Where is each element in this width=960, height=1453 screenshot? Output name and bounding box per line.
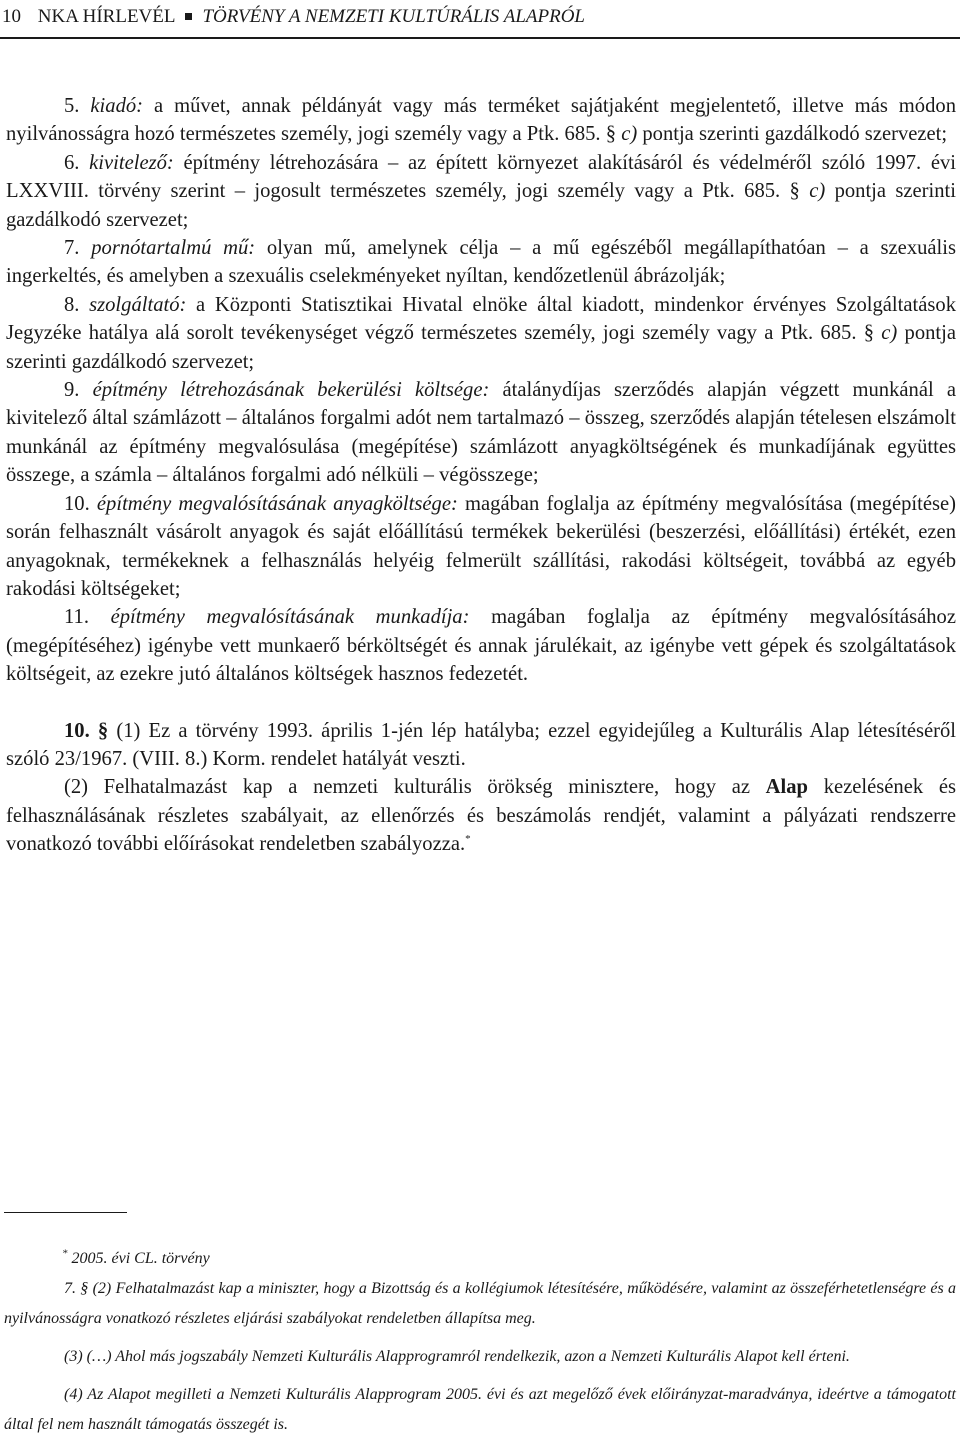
page-number: 10 xyxy=(2,6,21,27)
definition-item: 7. pornótartalmú mű: olyan mű, amelynek célja – a mű egészéből megállapíthatóan – a szexuális ingerkeltés, és amelyben a szexuális cselekményeket nyíltan, kendőzetlenül ábrázolják; xyxy=(6,237,957,288)
document-body xyxy=(6,92,956,859)
section-paragraph-2: (2) Felhatalmazást kap a nemzeti kulturális örökség minisztere, hogy az Alap kezelésének és felhasználásának részletes szabályait, az ellenőrzés és beszámolás rendjét, valamint a pályázati rendszerre vonatkozó további előírásokat rendeletben szabályozza.* xyxy=(6,776,956,856)
footnote-paragraph: 7. § (2) Felhatalmazást kap a miniszter, hogy a Bizottság és a kollégiumok létesítésére, működésére, valamint az összeférhetetlenségre és a nyilvánosságra vonatkozó részletes eljárási szabályokat rendeletben állapítsa meg. xyxy=(4,1280,956,1327)
definition-item: 8. szolgáltató: a Központi Statisztikai Hivatal elnöke által kiadott, mindenkor érvényes Szolgáltatások Jegyzéke hatálya alá sorolt tevékenységet végző természetes személy, jogi személy vagy a Ptk. 685. § c) pontja szerinti gazdálkodó szervezet; xyxy=(6,293,956,373)
footnote-paragraph: (4) Az Alapot megilleti a Nemzeti Kulturális Alapprogram 2005. évi és azt megelőző évek előirányzat-maradványa, ideértve a támogatott által fel nem használt támogatás összegét is. xyxy=(4,1386,956,1433)
header-left-title: NKA HÍRLEVÉL xyxy=(37,6,176,27)
definition-item: 5. kiadó: a művet, annak példányát vagy más terméket sajátjaként megjelentető, illetve más módon nyilvánosságra hozó természetes személy, jogi személy vagy a Ptk. 685. § c) pontja szerinti gazdálkodó szervezet; xyxy=(6,95,956,146)
square-bullet-icon xyxy=(185,13,192,20)
definition-item: 9. építmény létrehozásának bekerülési költsége: átalánydíjas szerződés alapján végzett munkánál a kivitelező által számlázott – általános forgalmi adót nem tartalmazó – összeg, szerződés alapján tételesen elszámolt munkánál az építmény megvalósulása (megépítése) számlázott anyagköltségének és munkadíjának együttes összege, a számla – általános forgalmi adó nélküli – végösszege; xyxy=(6,379,956,487)
definition-item: 11. építmény megvalósításának munkadíja: magában foglalja az építmény megvalósításához (megépítéséhez) igénybe vett munkaerő bérköltségét és annak járulékait, az igénybe vett gépek és szolgáltatások költségeit, az ezekre jutó általános költségek hasznos fedezetét. xyxy=(6,606,956,686)
footnote-paragraph: (3) (…) Ahol más jogszabály Nemzeti Kulturális Alapprogramról rendelkezik, azon a Nemzeti Kulturális Alapot kell érteni. xyxy=(64,1348,850,1365)
footnote-rule xyxy=(4,1212,127,1213)
section-number: 10. § xyxy=(64,719,109,742)
header-right-title: TÖRVÉNY A NEMZETI KULTÚRÁLIS ALAPRÓL xyxy=(202,6,585,27)
footnote-star: * 2005. évi CL. törvény xyxy=(62,1247,210,1267)
section-paragraph-1: 10. § (1) Ez a törvény 1993. április 1-jén lép hatályba; ezzel egyidejűleg a Kulturális Alap létesítéséről szóló 23/1967. (VIII. 8.) Korm. rendelet hatályát veszti. xyxy=(6,719,957,770)
footnotes xyxy=(4,1244,956,1440)
running-header xyxy=(0,4,960,34)
definition-item: 10. építmény megvalósításának anyagköltsége: magában foglalja az építmény megvalósítása (megépítése) során felhasznált vásárolt anyagok és saját előállítású termékek bekerülési (beszerzési, előállítási) értékét, ezen anyagoknak, termékeknek a felhasználás helyéig felmerült szállítási, rakodási költségeit, továbbá az egyéb rakodási költségeket; xyxy=(6,492,956,600)
header-rule xyxy=(0,37,960,39)
footnote-marker: * xyxy=(465,833,471,846)
definition-item: 6. kivitelező: építmény létrehozására – az épített környezet alakításáról és védelméről szóló 1997. évi LXXVIII. törvény szerint – jogosult természetes személy, jogi személy vagy a Ptk. 685. § c) pontja szerinti gazdálkodó szervezet; xyxy=(6,151,957,231)
